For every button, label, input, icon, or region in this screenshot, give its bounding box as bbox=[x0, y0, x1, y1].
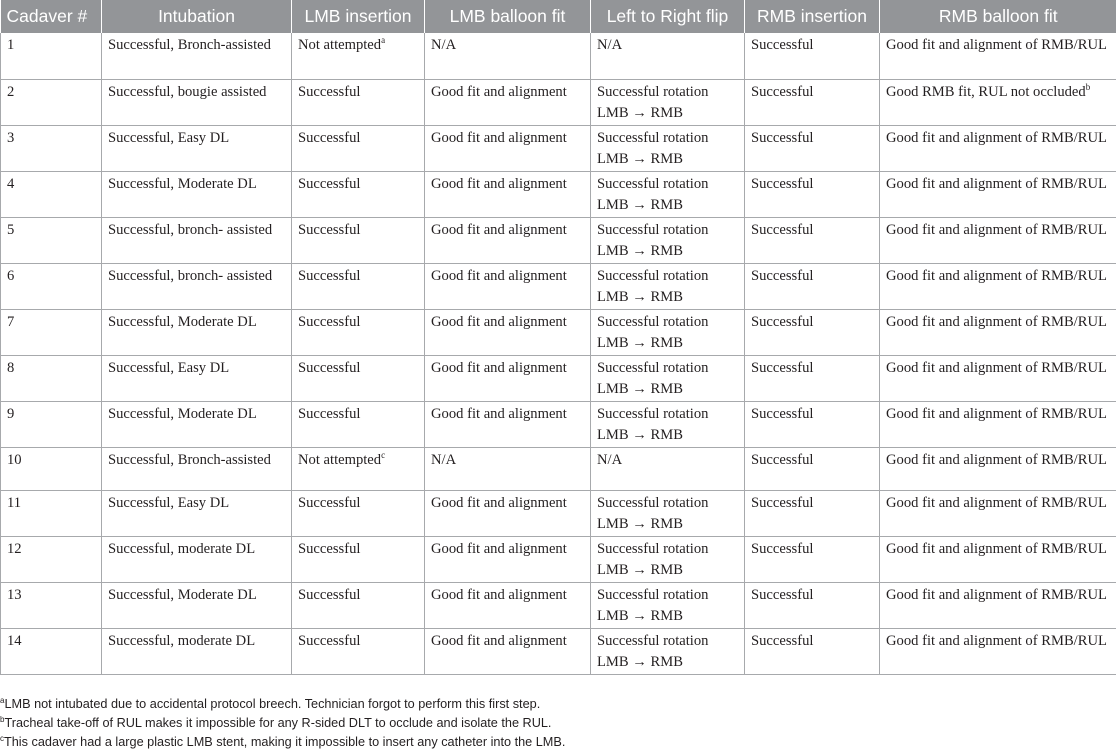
cell-text: Successful bbox=[751, 267, 814, 284]
table-row bbox=[1, 171, 1116, 217]
cell-text: 14 bbox=[7, 632, 22, 649]
cell-lmb-insertion bbox=[292, 355, 425, 401]
cell-lmb-balloon-fit bbox=[425, 171, 591, 217]
cell-text: Successful bbox=[298, 83, 361, 100]
table-row bbox=[1, 263, 1116, 309]
cell-text: Good fit and alignment of RMB/RUL bbox=[886, 37, 1107, 53]
cell-intubation bbox=[102, 536, 292, 582]
cell-lmb-balloon-fit bbox=[425, 125, 591, 171]
cell-lmb-insertion bbox=[292, 490, 425, 536]
cell-text: Not attempted bbox=[298, 451, 382, 468]
cell-text: Good fit and alignment of RMB/RUL bbox=[886, 221, 1107, 238]
cell-intubation bbox=[102, 263, 292, 309]
table-row bbox=[1, 79, 1116, 125]
cell-rmb-balloon-fit bbox=[880, 490, 1116, 536]
cell-text: 2 bbox=[7, 83, 15, 100]
footnote-marker: b bbox=[1085, 81, 1091, 92]
cell-lmb-insertion bbox=[292, 401, 425, 447]
cell-text: Successful rotation LMB → RMB bbox=[597, 175, 709, 213]
cell-text: Successful bbox=[751, 221, 814, 238]
cell-cadaver bbox=[1, 490, 102, 536]
footnote-mark: b bbox=[0, 714, 5, 724]
cell-intubation bbox=[102, 490, 292, 536]
cell-text: Successful bbox=[298, 405, 361, 422]
cell-rmb-insertion bbox=[745, 125, 880, 171]
cell-text: Successful bbox=[751, 405, 814, 422]
cell-text: Good fit and alignment bbox=[431, 129, 567, 146]
footnote-mark: a bbox=[0, 695, 5, 705]
cell-lmb-insertion bbox=[292, 536, 425, 582]
cell-text: 7 bbox=[7, 313, 15, 330]
cell-text: 11 bbox=[7, 494, 22, 511]
cell-text: 5 bbox=[7, 221, 15, 238]
cell-text: Good fit and alignment of RMB/RUL bbox=[886, 175, 1107, 192]
cell-text: Successful rotation LMB → RMB bbox=[597, 267, 709, 305]
cell-text: 10 bbox=[7, 451, 22, 468]
footnote-mark: c bbox=[0, 733, 4, 743]
cell-text: Successful, Moderate DL bbox=[108, 405, 257, 422]
cell-text: Successful bbox=[298, 540, 361, 557]
cell-text: Good fit and alignment bbox=[431, 83, 567, 100]
cell-text: Successful bbox=[298, 175, 361, 192]
cell-text: Good fit and alignment bbox=[431, 494, 567, 511]
cell-rmb-balloon-fit bbox=[880, 536, 1116, 582]
cell-left-to-right-flip bbox=[591, 355, 745, 401]
cell-text: Good fit and alignment of RMB/RUL bbox=[886, 451, 1107, 468]
table-row bbox=[1, 447, 1116, 490]
cell-text: Good fit and alignment bbox=[431, 267, 567, 284]
cell-rmb-insertion bbox=[745, 401, 880, 447]
cell-text: Good fit and alignment bbox=[431, 175, 567, 192]
cell-lmb-balloon-fit bbox=[425, 447, 591, 490]
cell-rmb-balloon-fit bbox=[880, 582, 1116, 628]
cell-text: N/A bbox=[431, 451, 457, 468]
cell-lmb-balloon-fit bbox=[425, 401, 591, 447]
cell-text: Good fit and alignment bbox=[431, 586, 567, 603]
cell-rmb-balloon-fit bbox=[880, 355, 1116, 401]
cell-lmb-insertion bbox=[292, 309, 425, 355]
cell-text: Successful rotation LMB → RMB bbox=[597, 586, 709, 624]
table-row bbox=[1, 355, 1116, 401]
cell-rmb-balloon-fit bbox=[880, 401, 1116, 447]
cell-text: Good fit and alignment bbox=[431, 632, 567, 649]
cell-rmb-balloon-fit bbox=[880, 447, 1116, 490]
cell-text: Successful bbox=[751, 586, 814, 603]
cell-text: Successful bbox=[751, 37, 814, 53]
cell-text: Successful bbox=[751, 359, 814, 376]
header-left-to-right-flip: Left to Right flip bbox=[591, 0, 745, 33]
cell-rmb-balloon-fit bbox=[880, 263, 1116, 309]
cell-text: Successful rotation LMB → RMB bbox=[597, 221, 709, 259]
cell-rmb-insertion bbox=[745, 309, 880, 355]
cell-rmb-balloon-fit bbox=[880, 125, 1116, 171]
cell-text: Good fit and alignment of RMB/RUL bbox=[886, 313, 1107, 330]
cell-intubation bbox=[102, 125, 292, 171]
table-header bbox=[1, 0, 1116, 33]
cell-intubation bbox=[102, 33, 292, 79]
cell-lmb-insertion bbox=[292, 447, 425, 490]
cell-text: Successful, Moderate DL bbox=[108, 586, 257, 603]
cell-lmb-insertion bbox=[292, 628, 425, 674]
cell-text: Successful bbox=[751, 540, 814, 557]
cell-intubation bbox=[102, 217, 292, 263]
cell-intubation bbox=[102, 309, 292, 355]
cell-text: 1 bbox=[7, 37, 15, 53]
cell-text: 13 bbox=[7, 586, 22, 603]
cell-intubation bbox=[102, 628, 292, 674]
cell-text: Successful, Easy DL bbox=[108, 129, 230, 146]
cell-rmb-insertion bbox=[745, 79, 880, 125]
cell-cadaver bbox=[1, 125, 102, 171]
cell-rmb-balloon-fit bbox=[880, 217, 1116, 263]
cell-text: Successful bbox=[298, 267, 361, 284]
footnote bbox=[0, 695, 565, 714]
cell-cadaver bbox=[1, 171, 102, 217]
cell-text: Good RMB fit, RUL not occluded bbox=[886, 83, 1086, 100]
cell-text: 6 bbox=[7, 267, 15, 284]
cell-lmb-insertion bbox=[292, 217, 425, 263]
cell-cadaver bbox=[1, 79, 102, 125]
footnote bbox=[0, 714, 565, 733]
cell-text: Successful bbox=[298, 313, 361, 330]
table-row bbox=[1, 582, 1116, 628]
cell-text: Good fit and alignment of RMB/RUL bbox=[886, 267, 1107, 284]
table-row bbox=[1, 536, 1116, 582]
cell-rmb-balloon-fit bbox=[880, 33, 1116, 79]
cell-text: Successful bbox=[751, 632, 814, 649]
table-row bbox=[1, 490, 1116, 536]
cell-text: 12 bbox=[7, 540, 22, 557]
cell-text: Good fit and alignment of RMB/RUL bbox=[886, 586, 1107, 603]
footnotes bbox=[0, 695, 565, 752]
table-row bbox=[1, 401, 1116, 447]
header-cadaver: Cadaver # bbox=[1, 0, 102, 33]
cell-text: Successful, bronch- assisted bbox=[108, 221, 273, 238]
cell-rmb-balloon-fit bbox=[880, 309, 1116, 355]
cell-text: Successful, Moderate DL bbox=[108, 313, 257, 330]
cell-rmb-insertion bbox=[745, 217, 880, 263]
cell-text: Successful, bronch- assisted bbox=[108, 267, 273, 284]
footnote bbox=[0, 733, 565, 752]
cell-text: Successful bbox=[298, 586, 361, 603]
cell-text: Good fit and alignment bbox=[431, 359, 567, 376]
cell-text: Successful bbox=[751, 129, 814, 146]
cell-intubation bbox=[102, 447, 292, 490]
cell-text: Successful bbox=[751, 175, 814, 192]
cell-rmb-balloon-fit bbox=[880, 171, 1116, 217]
cell-text: 9 bbox=[7, 405, 15, 422]
cell-rmb-insertion bbox=[745, 355, 880, 401]
cell-intubation bbox=[102, 171, 292, 217]
table-row bbox=[1, 309, 1116, 355]
cell-text: N/A bbox=[597, 37, 623, 53]
cell-text: Good fit and alignment of RMB/RUL bbox=[886, 540, 1107, 557]
cell-rmb-insertion bbox=[745, 33, 880, 79]
table-row bbox=[1, 125, 1116, 171]
cell-text: Successful, moderate DL bbox=[108, 632, 256, 649]
cell-cadaver bbox=[1, 628, 102, 674]
cell-intubation bbox=[102, 79, 292, 125]
cell-text: 4 bbox=[7, 175, 15, 192]
cell-left-to-right-flip bbox=[591, 628, 745, 674]
cell-text: Good fit and alignment of RMB/RUL bbox=[886, 359, 1107, 376]
cell-rmb-insertion bbox=[745, 171, 880, 217]
cell-left-to-right-flip bbox=[591, 263, 745, 309]
cell-left-to-right-flip bbox=[591, 171, 745, 217]
cell-text: Successful, Easy DL bbox=[108, 359, 230, 376]
table-body bbox=[1, 33, 1116, 674]
footnote-text: Tracheal take-off of RUL makes it impossible for any R-sided DLT to occlude and isolate the RUL. bbox=[4, 716, 552, 730]
header-lmb-insertion: LMB insertion bbox=[292, 0, 425, 33]
cell-text: Successful bbox=[298, 494, 361, 511]
cell-cadaver bbox=[1, 447, 102, 490]
cell-lmb-balloon-fit bbox=[425, 582, 591, 628]
cell-left-to-right-flip bbox=[591, 79, 745, 125]
cell-text: Successful bbox=[751, 83, 814, 100]
cell-text: Successful bbox=[298, 221, 361, 238]
cell-text: 8 bbox=[7, 359, 15, 376]
cell-text: N/A bbox=[597, 451, 623, 468]
cell-left-to-right-flip bbox=[591, 447, 745, 490]
cell-text: Good fit and alignment bbox=[431, 405, 567, 422]
footnote-marker: c bbox=[381, 449, 386, 460]
cell-left-to-right-flip bbox=[591, 490, 745, 536]
cell-cadaver bbox=[1, 33, 102, 79]
cell-text: Successful bbox=[298, 129, 361, 146]
cell-rmb-insertion bbox=[745, 536, 880, 582]
cell-text: Successful rotation LMB → RMB bbox=[597, 540, 709, 578]
cell-rmb-insertion bbox=[745, 263, 880, 309]
cell-lmb-balloon-fit bbox=[425, 536, 591, 582]
cell-cadaver bbox=[1, 582, 102, 628]
cell-text: Successful, bougie assisted bbox=[108, 83, 267, 100]
cell-lmb-balloon-fit bbox=[425, 628, 591, 674]
header-intubation: Intubation bbox=[102, 0, 292, 33]
cell-left-to-right-flip bbox=[591, 582, 745, 628]
header-rmb-balloon-fit: RMB balloon fit bbox=[880, 0, 1116, 33]
cell-text: Successful rotation LMB → RMB bbox=[597, 359, 709, 397]
cell-rmb-balloon-fit bbox=[880, 79, 1116, 125]
cell-lmb-balloon-fit bbox=[425, 217, 591, 263]
cell-cadaver bbox=[1, 217, 102, 263]
cell-lmb-insertion bbox=[292, 125, 425, 171]
cell-text: Good fit and alignment bbox=[431, 221, 567, 238]
cell-lmb-insertion bbox=[292, 582, 425, 628]
cell-text: Successful rotation LMB → RMB bbox=[597, 313, 709, 351]
cell-cadaver bbox=[1, 401, 102, 447]
cell-text: Successful bbox=[751, 451, 814, 468]
cell-cadaver bbox=[1, 263, 102, 309]
cell-lmb-balloon-fit bbox=[425, 79, 591, 125]
cell-text: Good fit and alignment of RMB/RUL bbox=[886, 405, 1107, 422]
cell-left-to-right-flip bbox=[591, 33, 745, 79]
cell-text: Successful rotation LMB → RMB bbox=[597, 405, 709, 443]
cell-text: Successful, Easy DL bbox=[108, 494, 230, 511]
cell-text: Successful, Bronch-assisted bbox=[108, 451, 271, 468]
cell-rmb-insertion bbox=[745, 447, 880, 490]
cell-rmb-insertion bbox=[745, 582, 880, 628]
cell-left-to-right-flip bbox=[591, 125, 745, 171]
cell-lmb-insertion bbox=[292, 79, 425, 125]
cell-left-to-right-flip bbox=[591, 401, 745, 447]
cell-text: Good fit and alignment bbox=[431, 540, 567, 557]
header-row bbox=[1, 0, 1116, 33]
cell-lmb-balloon-fit bbox=[425, 309, 591, 355]
cell-rmb-insertion bbox=[745, 490, 880, 536]
cell-lmb-balloon-fit bbox=[425, 490, 591, 536]
cell-text: Successful bbox=[298, 632, 361, 649]
cell-text: Good fit and alignment of RMB/RUL bbox=[886, 632, 1107, 649]
cell-intubation bbox=[102, 582, 292, 628]
cell-text: Good fit and alignment of RMB/RUL bbox=[886, 129, 1107, 146]
cell-text: Successful, moderate DL bbox=[108, 540, 256, 557]
footnote-text: This cadaver had a large plastic LMB stent, making it impossible to insert any catheter into the LMB. bbox=[4, 735, 566, 749]
cell-text: Successful rotation LMB → RMB bbox=[597, 83, 709, 121]
cell-lmb-insertion bbox=[292, 33, 425, 79]
cell-text: Successful rotation LMB → RMB bbox=[597, 494, 709, 532]
cell-cadaver bbox=[1, 536, 102, 582]
header-lmb-balloon-fit: LMB balloon fit bbox=[425, 0, 591, 33]
cell-text: Successful rotation LMB → RMB bbox=[597, 129, 709, 167]
table-row bbox=[1, 33, 1116, 79]
cell-text: N/A bbox=[431, 37, 457, 53]
cell-text: Successful bbox=[298, 359, 361, 376]
cell-left-to-right-flip bbox=[591, 217, 745, 263]
cell-lmb-balloon-fit bbox=[425, 33, 591, 79]
footnote-marker: a bbox=[381, 35, 386, 46]
cell-lmb-balloon-fit bbox=[425, 263, 591, 309]
cell-left-to-right-flip bbox=[591, 536, 745, 582]
cell-text: Successful bbox=[751, 494, 814, 511]
table-row bbox=[1, 628, 1116, 674]
cell-text: 3 bbox=[7, 129, 15, 146]
cell-cadaver bbox=[1, 355, 102, 401]
cell-intubation bbox=[102, 355, 292, 401]
cell-text: Not attempted bbox=[298, 37, 382, 53]
cell-left-to-right-flip bbox=[591, 309, 745, 355]
header-rmb-insertion: RMB insertion bbox=[745, 0, 880, 33]
cell-text: Successful, Bronch-assisted bbox=[108, 37, 271, 53]
table-row bbox=[1, 217, 1116, 263]
cell-lmb-balloon-fit bbox=[425, 355, 591, 401]
cell-text: Successful, Moderate DL bbox=[108, 175, 257, 192]
cell-rmb-insertion bbox=[745, 628, 880, 674]
cell-intubation bbox=[102, 401, 292, 447]
cell-cadaver bbox=[1, 309, 102, 355]
footnote-text: LMB not intubated due to accidental protocol breech. Technician forgot to perform this first step. bbox=[4, 697, 541, 711]
cell-lmb-insertion bbox=[292, 171, 425, 217]
cell-rmb-balloon-fit bbox=[880, 628, 1116, 674]
cell-text: Good fit and alignment bbox=[431, 313, 567, 330]
cell-text: Good fit and alignment of RMB/RUL bbox=[886, 494, 1107, 511]
cell-lmb-insertion bbox=[292, 263, 425, 309]
cell-text: Successful bbox=[751, 313, 814, 330]
cell-text: Successful rotation LMB → RMB bbox=[597, 632, 709, 670]
